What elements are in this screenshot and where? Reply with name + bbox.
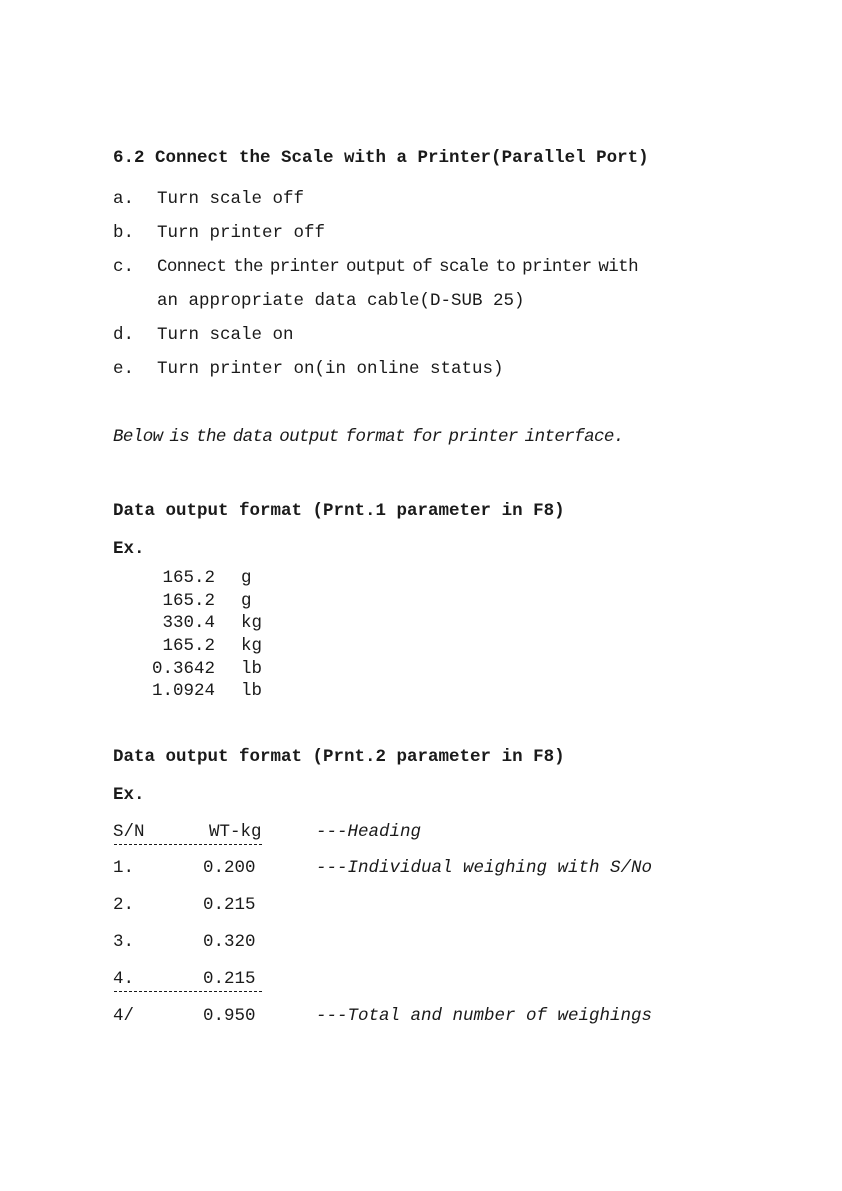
step-text-a: Turn scale off bbox=[157, 189, 305, 209]
format1-unit-1: g bbox=[241, 568, 252, 588]
format1-value-6: 1.0924 bbox=[151, 681, 215, 701]
format1-value-1: 165.2 bbox=[162, 568, 215, 588]
step-text-d: Turn scale on bbox=[157, 325, 294, 345]
format2-row4-wt: 0.215 bbox=[203, 969, 256, 989]
subtotal-dashed-line bbox=[114, 991, 262, 992]
format1-value-3: 330.4 bbox=[162, 613, 215, 633]
format1-unit-4: kg bbox=[241, 636, 263, 656]
format2-row3-wt: 0.320 bbox=[203, 932, 256, 952]
format2-row1-sn: 1. bbox=[113, 858, 135, 878]
format2-total-note: ---Total and number of weighings bbox=[316, 1006, 653, 1026]
format1-heading: Data output format (Prnt.1 parameter in F8) bbox=[113, 501, 565, 521]
step-letter-e: e. bbox=[113, 359, 135, 379]
format1-value-5: 0.3642 bbox=[151, 659, 215, 679]
format2-row1-note: ---Individual weighing with S/No bbox=[316, 858, 653, 878]
step-letter-a: a. bbox=[113, 189, 135, 209]
format2-header-wt: WT-kg bbox=[209, 822, 262, 842]
format2-row1-wt: 0.200 bbox=[203, 858, 256, 878]
format2-ex-label: Ex. bbox=[113, 785, 145, 805]
section-title: 6.2 Connect the Scale with a Printer(Parallel Port) bbox=[113, 148, 649, 168]
format1-unit-5: lb bbox=[241, 659, 263, 679]
format2-row4-sn: 4. bbox=[113, 969, 135, 989]
header-dashed-underline bbox=[114, 844, 262, 845]
format1-unit-2: g bbox=[241, 591, 252, 611]
step-text-b: Turn printer off bbox=[157, 223, 326, 243]
step-text-c: Connect the printer output of scale to printer with bbox=[157, 257, 638, 277]
step-text-c-cont: an appropriate data cable(D-SUB 25) bbox=[157, 291, 525, 311]
format1-value-2: 165.2 bbox=[162, 591, 215, 611]
step-letter-c: c. bbox=[113, 257, 135, 277]
format1-ex-label: Ex. bbox=[113, 539, 145, 559]
format1-value-4: 165.2 bbox=[162, 636, 215, 656]
format2-header-note: ---Heading bbox=[316, 822, 422, 842]
step-letter-d: d. bbox=[113, 325, 135, 345]
format2-row3-sn: 3. bbox=[113, 932, 135, 952]
format2-total-wt: 0.950 bbox=[203, 1006, 256, 1026]
format2-row2-wt: 0.215 bbox=[203, 895, 256, 915]
format1-unit-3: kg bbox=[241, 613, 263, 633]
step-text-e: Turn printer on(in online status) bbox=[157, 359, 504, 379]
intro-text: Below is the data output format for printer interface. bbox=[113, 427, 624, 447]
format1-unit-6: lb bbox=[241, 681, 263, 701]
format2-heading: Data output format (Prnt.2 parameter in F8) bbox=[113, 747, 565, 767]
format2-row2-sn: 2. bbox=[113, 895, 135, 915]
format2-header-sn: S/N bbox=[113, 822, 145, 842]
format2-total-sn: 4/ bbox=[113, 1006, 135, 1026]
step-letter-b: b. bbox=[113, 223, 135, 243]
